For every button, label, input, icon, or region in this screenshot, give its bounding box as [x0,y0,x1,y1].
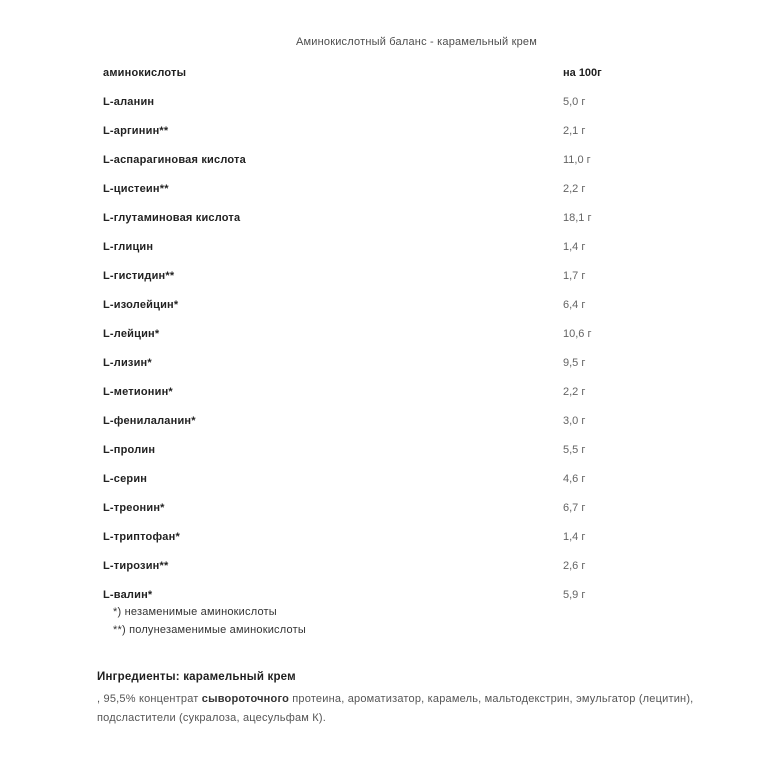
table-row [103,145,663,174]
table-row [103,377,663,406]
column-header-per-100g: на 100г [563,66,602,79]
table-row [103,493,663,522]
amino-acid-value: 2,2 г [563,385,586,398]
table-row [103,232,663,261]
amino-acid-name: L-аланин [103,95,155,108]
amino-acid-name: L-гистидин** [103,269,175,282]
amino-acid-name: L-аргинин** [103,124,169,137]
amino-acid-value: 2,1 г [563,124,586,137]
amino-acid-name: L-изолейцин* [103,298,179,311]
amino-acid-name: L-аспарагиновая кислота [103,153,246,166]
footnote-semi-essential: **) полунезаменимые аминокислоты [113,624,306,636]
amino-acid-value: 3,0 г [563,414,586,427]
table-row [103,464,663,493]
amino-acid-name: L-тирозин** [103,559,169,572]
amino-acid-name: L-триптофан* [103,530,180,543]
table-header-row [103,58,663,87]
amino-acid-table [103,58,663,609]
ingredients-text-prefix: , 95,5% концентрат [97,693,202,705]
amino-acid-value: 5,0 г [563,95,586,108]
amino-acid-name: L-фенилаланин* [103,414,196,427]
table-row [103,319,663,348]
ingredients-text [97,690,715,728]
amino-acid-value: 2,6 г [563,559,586,572]
footnotes [113,603,306,639]
table-row [103,203,663,232]
page-title: Аминокислотный баланс - карамельный крем [295,36,538,48]
column-header-amino-acids: аминокислоты [103,66,187,79]
amino-acid-value: 6,7 г [563,501,586,514]
amino-acid-value: 2,2 г [563,182,586,195]
amino-acid-name: L-пролин [103,443,156,456]
amino-acid-name: L-треонин* [103,501,165,514]
table-row [103,116,663,145]
amino-acid-value: 5,5 г [563,443,586,456]
table-row [103,87,663,116]
amino-acid-value: 6,4 г [563,298,586,311]
table-row [103,261,663,290]
amino-acid-value: 1,7 г [563,269,586,282]
amino-acid-value: 9,5 г [563,356,586,369]
amino-acid-value: 5,9 г [563,588,586,601]
table-row [103,406,663,435]
amino-acid-name: L-серин [103,472,148,485]
footnote-essential: *) незаменимые аминокислоты [113,606,277,618]
amino-acid-name: L-метионин* [103,385,173,398]
ingredients-heading: Ингредиенты: карамельный крем [97,671,296,683]
amino-acid-name: L-лейцин* [103,327,160,340]
ingredients-text-suffix: протеина, ароматизатор, карамель, мальтодекстрин, эмульгатор (лецитин), подсластители (сукралоза, ацесульфам К). [97,693,694,724]
amino-acid-value: 1,4 г [563,530,586,543]
amino-acid-value: 4,6 г [563,472,586,485]
amino-acid-value: 1,4 г [563,240,586,253]
amino-acid-name: L-лизин* [103,356,152,369]
amino-acid-name: L-глицин [103,240,154,253]
table-row [103,174,663,203]
table-row [103,551,663,580]
table-row [103,290,663,319]
allergen-highlight: сывороточного [201,693,290,705]
amino-acid-value: 18,1 г [563,211,592,224]
amino-acid-value: 11,0 г [563,153,591,166]
amino-acid-name: L-цистеин** [103,182,169,195]
amino-acid-name: L-глутаминовая кислота [103,211,241,224]
amino-acid-name: L-валин* [103,588,153,601]
table-row [103,522,663,551]
table-row [103,435,663,464]
table-row [103,348,663,377]
amino-acid-value: 10,6 г [563,327,592,340]
ingredients-section [97,671,715,728]
